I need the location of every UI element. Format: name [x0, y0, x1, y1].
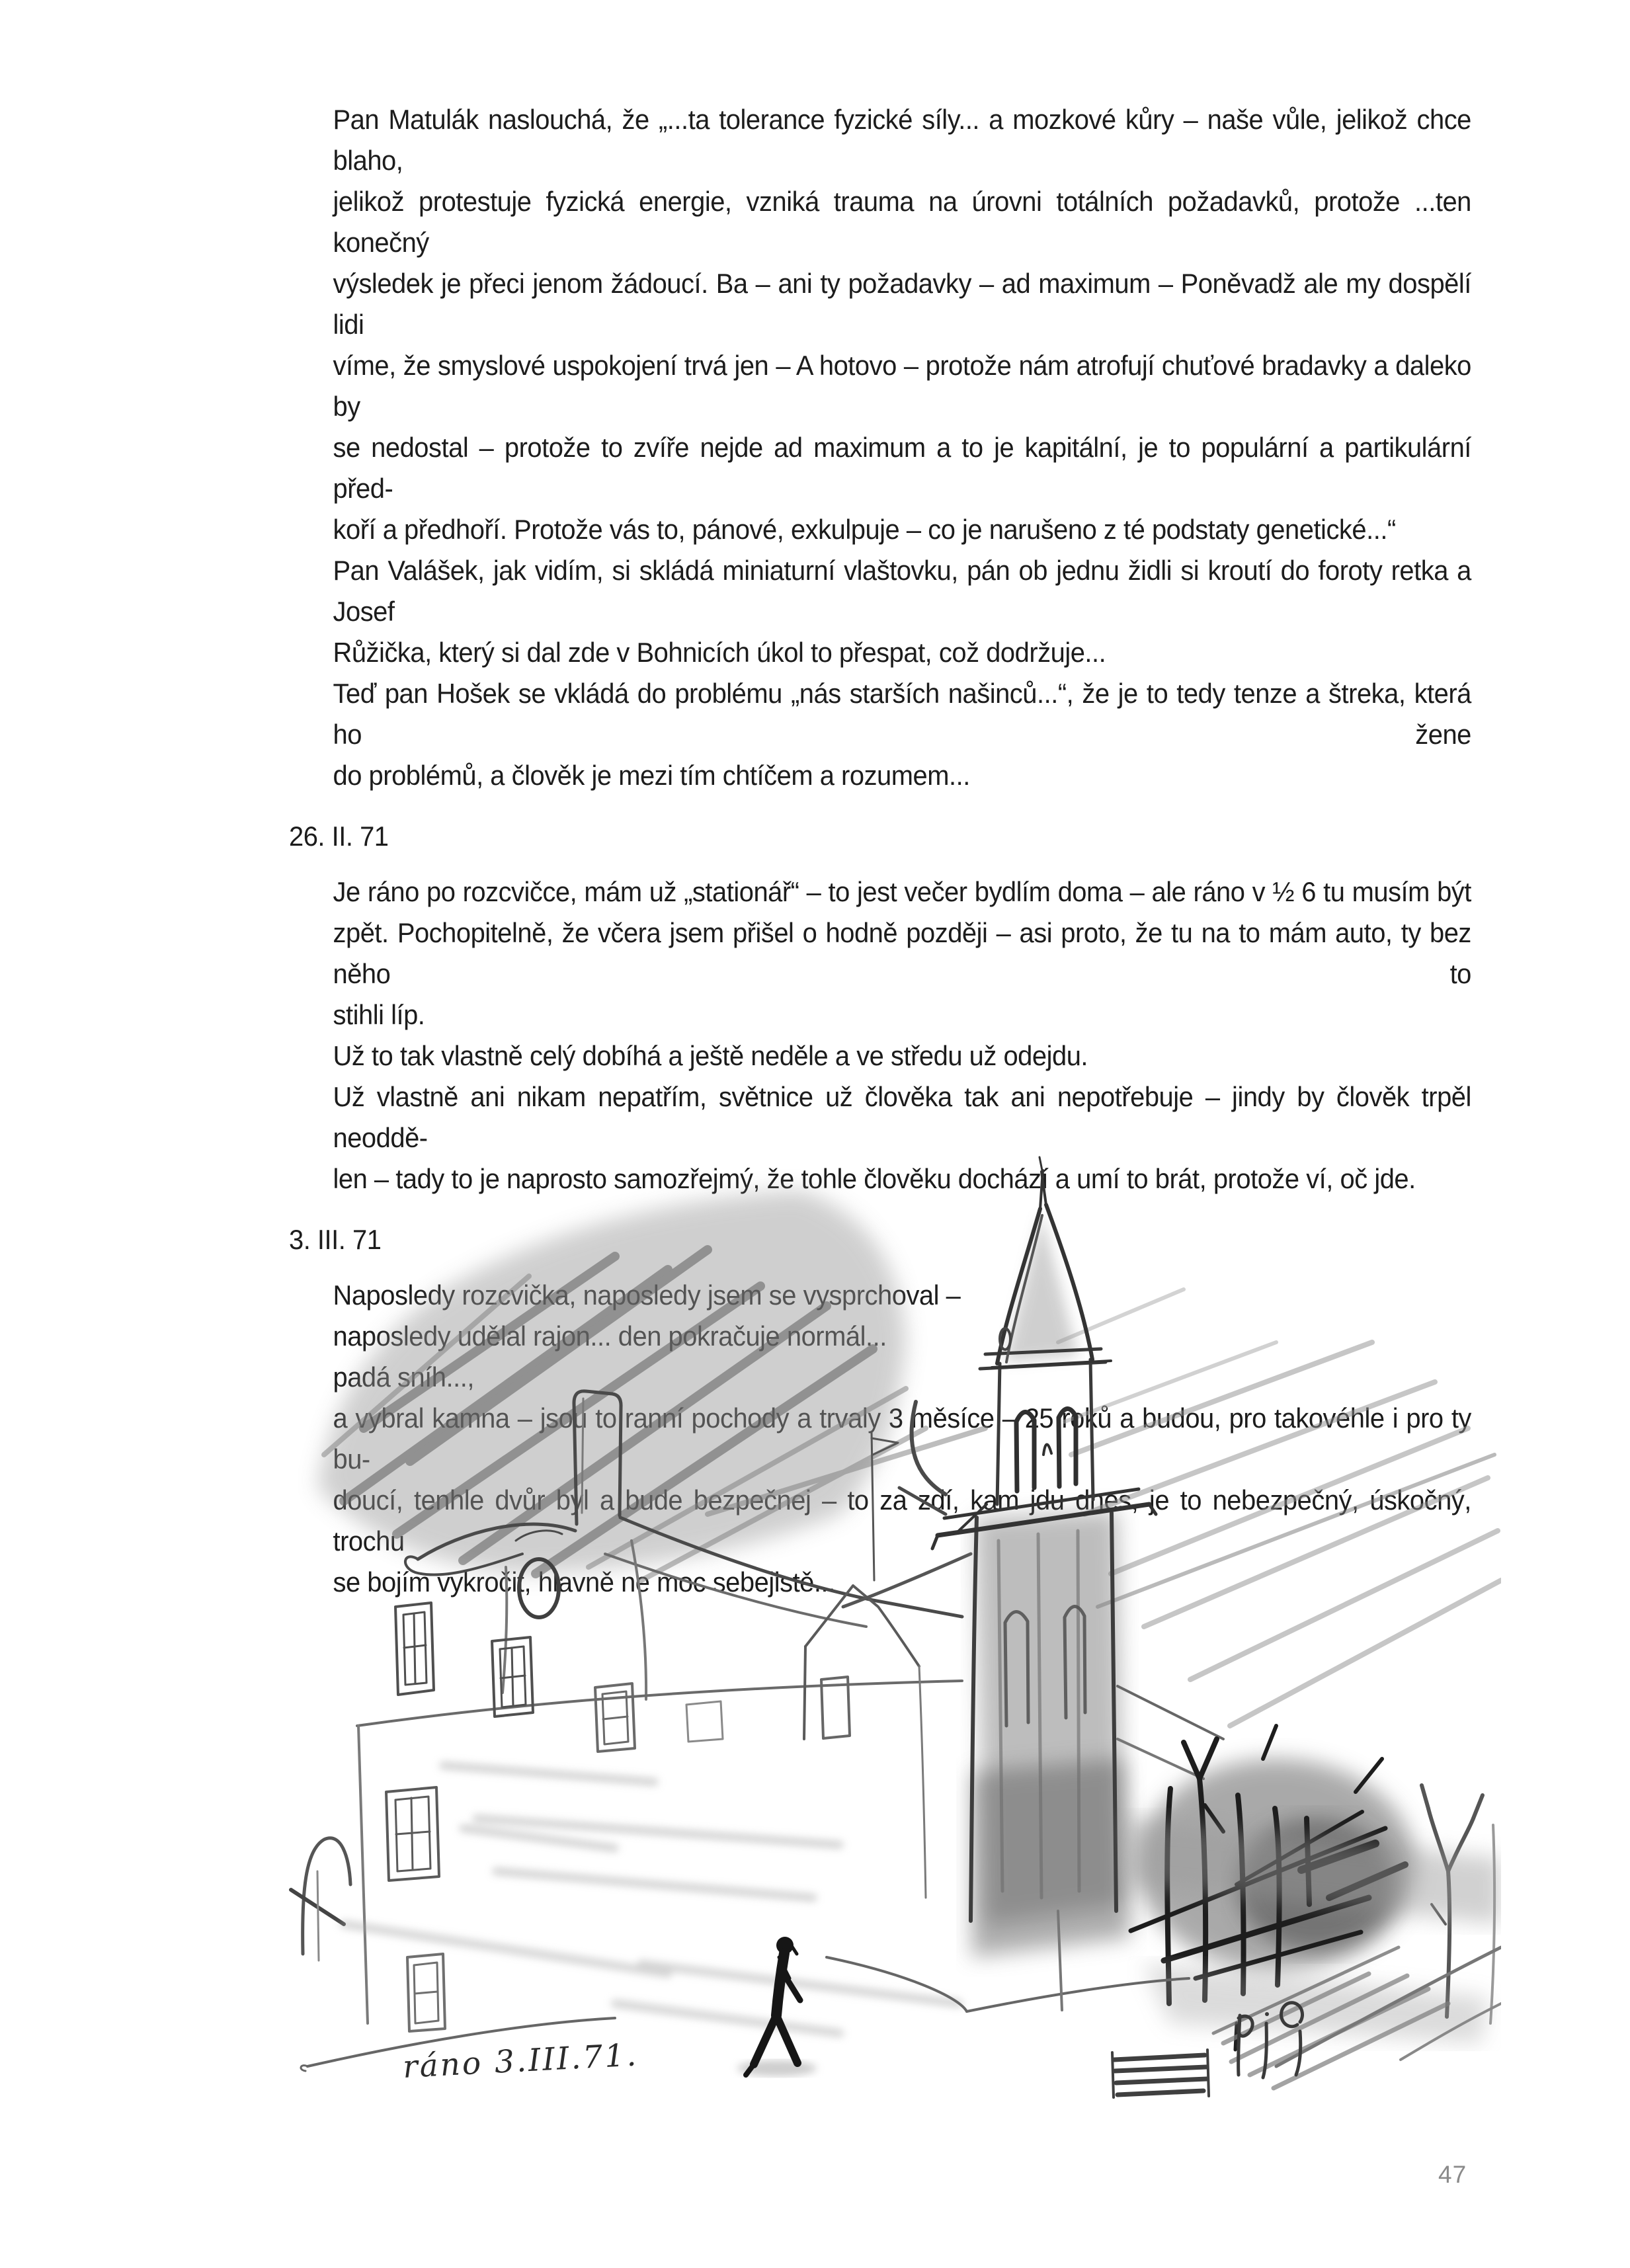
sky-smudge-cloud [317, 1190, 985, 1580]
text-line: se bojím vykročit, hlavně ne moc sebejistě... [333, 1566, 835, 1598]
text-line: koří a předhoří. Protože vás to, pánové, exkulpuje – co je narušeno z té podstaty genetické...“ [333, 514, 1396, 545]
diary-paragraph [289, 1035, 1471, 1076]
text-line: a vybral kamna – jsou to ranní pochody a trvaly 3 měsíce – 25 roků a budou, pro takovéhle i pro ty bu- [333, 1402, 1471, 1475]
text-line: víme, že smyslové uspokojení trvá jen – A hotovo – protože nám atrofují chuťové bradavky a daleko by [333, 350, 1471, 422]
entry-date-heading: 26. II. 71 [289, 821, 389, 852]
text-line: naposledy udělal rajon... den pokračuje normál... [333, 1320, 887, 1352]
vent-hatch [1112, 2050, 1209, 2097]
text-line: Je ráno po rozcvičce, mám už „stationář“ – to jest večer bydlím doma – ale ráno v ½ 6 tu musím být [333, 876, 1471, 907]
text-line: Pan Valášek, jak vidím, si skládá miniaturní vlaštovku, pán ob jednu židli si kroutí do foroty retka a Josef [333, 555, 1471, 627]
walking-figure [737, 1937, 817, 2076]
text-line: doucí, tenhle dvůr byl a bude bezpečnej – to za zdí, kam jdu dnes, je to nebezpečný, úskočný, trochu [333, 1484, 1471, 1557]
text-line: zpět. Pochopitelně, že včera jsem přišel o hodně později – asi proto, že tu na to mám auto, ty bez něho to [333, 917, 1471, 989]
text-line: Pan Matulák naslouchá, že „...ta tolerance fyzické síly... a mozkové kůry – naše vůle, jelikož chce blaho, [333, 104, 1471, 176]
sketch-figure [245, 1144, 1501, 2109]
page-number: 47 [1438, 2161, 1467, 2188]
sketch-svg [245, 1144, 1501, 2109]
text-line: výsledek je přeci jenom žádoucí. Ba – ani ty požadavky – ad maximum – Poněvadž ale my dospělí lidi [333, 268, 1471, 340]
text-line: Už to tak vlastně celý dobíhá a ještě neděle a ve středu už odejdu. [333, 1040, 1088, 1071]
diary-paragraph [289, 871, 1471, 1035]
text-line: Naposledy rozcvička, naposledy jsem se vysprchoval – [333, 1279, 961, 1311]
text-line: se nedostal – protože to zvíře nejde ad maximum a to je kapitální, je to populární a partikulární před- [333, 432, 1471, 504]
diary-paragraph [289, 550, 1471, 673]
diary-paragraph [289, 99, 1471, 550]
text-line: Růžička, který si dal zde v Bohnicích úkol to přespat, což dodržuje... [333, 637, 1106, 668]
text-line: jelikož protestuje fyzická energie, vzniká trauma na úrovni totálních požadavků, protože ...ten konečný [333, 186, 1471, 258]
diary-paragraph [289, 673, 1471, 796]
text-line: Už vlastně ani nikam nepatřím, světnice už člověka tak ani nepotřebuje – jindy by člověk trpěl neoddě- [333, 1081, 1471, 1153]
text-line: padá sníh..., [333, 1361, 474, 1393]
text-line: do problémů, a člověk je mezi tím chtíčem a rozumem... [333, 760, 970, 791]
text-line: stihli líp. [333, 999, 425, 1030]
entry-date-heading: 3. III. 71 [289, 1224, 382, 1255]
text-line: Teď pan Hošek se vkládá do problému „nás starších našinců...“, že je to tedy tenze a štreka, která ho žene [333, 678, 1471, 750]
text-line: len – tady to je naprosto samozřejmý, že tohle člověku dochází a umí to brát, protože ví, oč jde. [333, 1163, 1416, 1194]
sketch-caption: ráno 3.III.71. [401, 2037, 639, 2086]
